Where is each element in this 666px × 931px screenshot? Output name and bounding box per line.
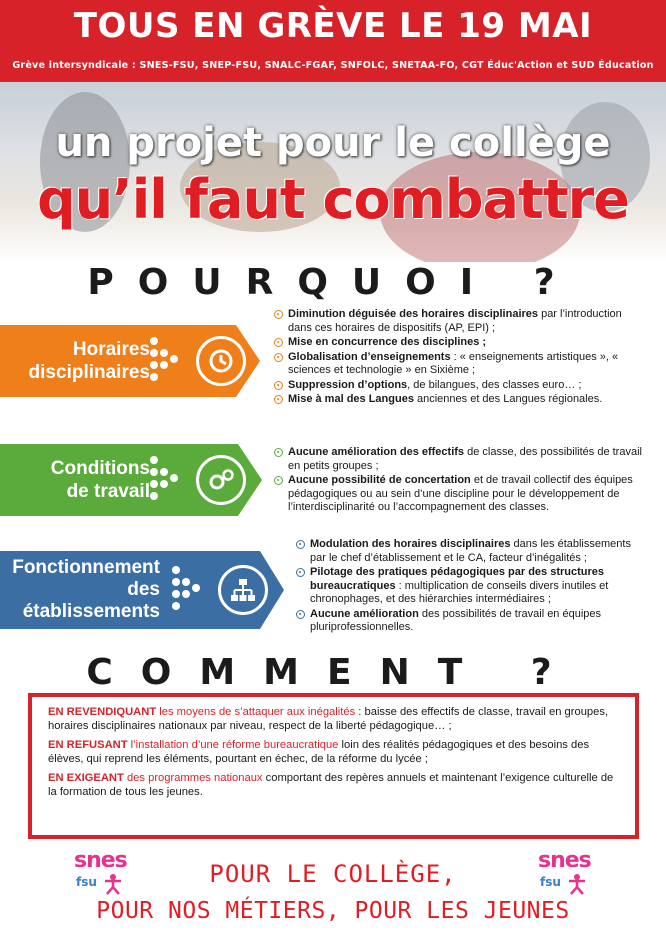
logo-snes-text: snes [74, 848, 127, 873]
banner-label [10, 444, 150, 516]
pourquoi-heading: POURQUOI ? [87, 262, 579, 303]
comment-item: EN EXIGEANT des programmes nationaux comportant des repères annuels et maintenant l’exigence culturelle de la formation de tous les jeunes. [48, 772, 614, 798]
label-line: Conditions [50, 458, 150, 479]
banner-label [10, 325, 150, 397]
main-title: TOUS EN GRÈVE LE 19 MAI [73, 6, 593, 46]
banner-conditions [0, 444, 262, 516]
slogan-line-1: POUR LE COLLÈGE, [209, 860, 457, 888]
logo-snes-text: snes [538, 848, 591, 873]
comment-heading: COMMENT ? [86, 652, 580, 693]
list-item: Aucune possibilité de concertation et de travail collectif des équipes pédagogiques ou au sein d’une discipline pour le développement de l’interdisciplinarité ou l’accompagnement des classes. [274, 474, 644, 515]
list-item: Aucune amélioration des effectifs de classe, des possibilités de travail en petits groupes ; [274, 446, 644, 473]
comment-item: EN REVENDIQUANT les moyens de s’attaquer aux inégalités : baisse des effectifs de classe, travail en groupes, horaires disciplinaires nationaux par niveau, respect de la liberté pédagogique… ; [48, 706, 609, 732]
list-item: Suppression d’options, de bilangues, des classes euro… ; [274, 379, 634, 393]
list-item: Globalisation d’enseignements : « enseignements artistiques », « sciences et technologie » en Sixième ; [274, 351, 634, 378]
header-banner [0, 0, 666, 82]
list-item: Mise à mal des Langues anciennes et des Langues régionales. [274, 393, 634, 407]
hero-line-1: un projet pour le collège [55, 120, 611, 166]
bullets-horaires [274, 308, 634, 408]
banner-fonctionnement [0, 551, 284, 629]
label-line: Fonctionnement [12, 557, 160, 578]
list-item: Pilotage des pratiques pédagogiques par des structures bureaucratiques : multiplication de conseils divers inutiles et chronophages, et des hiérarchies intermédiaires ; [296, 566, 646, 607]
list-item: Aucune amélioration des possibilités de travail en équipes pluriprofessionnelles. [296, 608, 646, 635]
banner-horaires [0, 325, 260, 397]
logo-fsu-text: fsu [76, 875, 97, 889]
gears-icon [196, 455, 246, 505]
org-chart-icon [218, 565, 268, 615]
label-line: disciplinaires [28, 362, 150, 383]
clock-icon [196, 336, 246, 386]
slogan-line-2: POUR NOS MÉTIERS, POUR LES JEUNES [96, 898, 570, 924]
list-item: Diminution déguisée des horaires disciplinaires par l’introduction dans ces horaires de dispositifs (AP, EPI) ; [274, 308, 634, 335]
hero-photo [0, 82, 666, 262]
label-line: des [127, 579, 160, 600]
bullets-conditions [274, 446, 644, 516]
list-item: Modulation des horaires disciplinaires dans les établissements par le chef d’établissement et le CA, facteur d’inégalités ; [296, 538, 646, 565]
label-line: établissements [22, 601, 160, 622]
bullets-fonctionnement [296, 538, 646, 636]
comment-item: EN REFUSANT l’installation d’une réforme bureaucratique loin des réalités pédagogiques et des besoins des élèves, qui reprend les éléments, pourtant en échec, de la réforme du lycée ; [48, 739, 590, 765]
logo-fsu-text: fsu [540, 875, 561, 889]
list-item: Mise en concurrence des disciplines ; [274, 336, 634, 350]
hero-line-2: qu’il faut combattre [37, 168, 629, 231]
banner-label [10, 551, 160, 629]
header-subtitle: Grève intersyndicale : SNES-FSU, SNEP-FSU, SNALC-FGAF, SNFOLC, SNETAA-FO, CGT Éduc'Action et SUD Éducation [12, 60, 654, 71]
label-line: de travail [66, 481, 150, 502]
comment-box [28, 693, 639, 839]
label-line: Horaires [72, 339, 150, 360]
